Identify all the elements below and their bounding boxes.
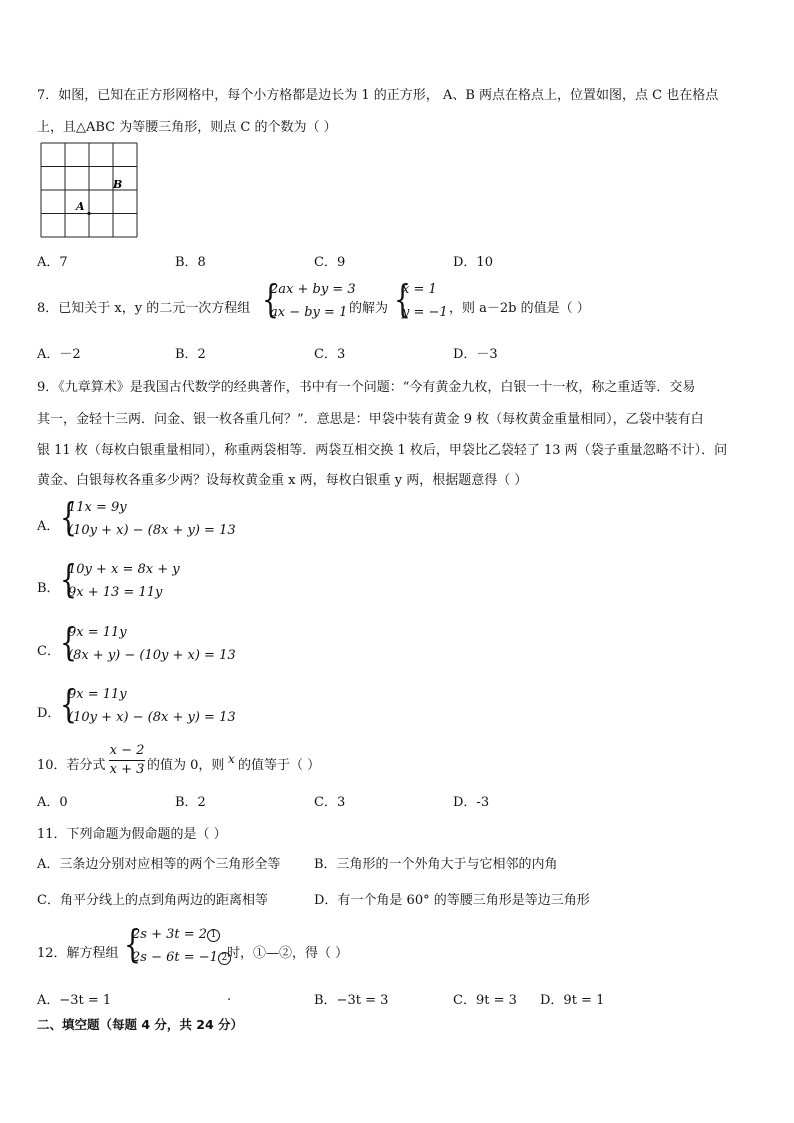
q11-option-c[interactable]: C．角平分线上的点到角两边的距离相等 <box>37 893 268 908</box>
q7-option-c[interactable]: C．9 <box>314 255 346 270</box>
q8-option-c[interactable]: C．3 <box>314 347 346 362</box>
q9-option-c-label[interactable]: C． <box>37 644 60 659</box>
q11-option-d[interactable]: D．有一个角是 60° 的等腰三角形是等边三角形 <box>314 893 590 908</box>
q8-option-b[interactable]: B．2 <box>175 347 206 362</box>
q10-denominator: x + 3 <box>109 762 145 777</box>
q12-option-c[interactable]: C．9t = 3 <box>453 993 517 1008</box>
brace-icon: { <box>60 682 77 726</box>
grid-figure <box>40 142 140 239</box>
brace-icon: { <box>394 277 411 321</box>
q9-line2: 其一，金轻十三两．问金、银一枚各重几何？”．意思是：甲袋中装有黄金 9 枚（每枚黄金重量相同），乙袋中装有白 <box>37 412 704 427</box>
q12-option-b[interactable]: B．−3t = 3 <box>314 993 389 1008</box>
q8-eq1: 2ax + by = 3 <box>270 282 356 297</box>
q9-a-eq2: (10y + x) − (8x + y) = 13 <box>68 523 236 538</box>
circled-two-icon: 2 <box>218 952 231 965</box>
q12-eq2: 2s − 6t = −1 <box>132 950 218 965</box>
q12-option-d[interactable]: D．9t = 1 <box>540 993 605 1008</box>
q7-option-a[interactable]: A．7 <box>37 255 68 270</box>
point-a-label: A <box>76 200 85 213</box>
q9-a-eq1: 11x = 9y <box>68 500 127 515</box>
q8-prefix: 8．已知关于 x，y 的二元一次方程组 <box>37 301 251 316</box>
q12-dot: . <box>227 989 232 1004</box>
q12-option-a[interactable]: A．−3t = 1 <box>37 993 112 1008</box>
point-a-dot <box>87 212 90 215</box>
q12-suffix: 时，①—②，得（ ） <box>227 946 349 961</box>
brace-icon: { <box>262 277 279 321</box>
q7-option-b[interactable]: B．8 <box>175 255 206 270</box>
q8-option-d[interactable]: D．－3 <box>453 347 498 362</box>
q8-sol1: x = 1 <box>402 282 437 297</box>
q10-option-b[interactable]: B．2 <box>175 795 206 810</box>
q7-option-d[interactable]: D．10 <box>453 255 493 270</box>
q10-numerator: x − 2 <box>109 743 145 758</box>
q7-line1: 7．如图，已知在正方形网格中，每个小方格都是边长为 1 的正方形， A、B 两点在格点上，位置如图，点 C 也在格点 <box>37 88 719 103</box>
q9-c-eq1: 9x = 11y <box>68 625 127 640</box>
q10-var: x <box>228 752 235 766</box>
point-b-label: B <box>113 178 123 191</box>
q8-middle: 的解为 <box>349 301 389 316</box>
brace-icon: { <box>124 922 141 966</box>
q8-sol2: y = −1 <box>402 305 448 320</box>
q10-suffix-a: 的值为 0，则 <box>147 758 225 773</box>
q10-option-d[interactable]: D．-3 <box>453 795 490 810</box>
q9-line4: 黄金、白银每枚各重多少两？设每枚黄金重 x 两，每枚白银重 y 两，根据题意得（ ） <box>37 473 528 488</box>
q9-option-d-label[interactable]: D． <box>37 706 61 721</box>
q9-line1: 9．《九章算术》是我国古代数学的经典著作，书中有一个问题：“今有黄金九枚，白银一十一枚，称之重适等．交易 <box>37 380 696 395</box>
brace-icon: { <box>60 557 77 601</box>
q10-suffix-b: 的值等于（ ） <box>238 758 321 773</box>
q9-line3: 银 11 枚（每枚白银重量相同），称重两袋相等．两袋互相交换 1 枚后，甲袋比乙袋轻了 13 两（袋子重量忽略不计）．问 <box>37 443 728 458</box>
section-title: 二、填空题（每题 4 分，共 24 分） <box>37 1017 244 1032</box>
q10-fraction <box>109 743 145 778</box>
q9-c-eq2: (8x + y) − (10y + x) = 13 <box>68 648 236 663</box>
q9-b-eq2: 9x + 13 = 11y <box>68 585 163 600</box>
q11-option-b[interactable]: B．三角形的一个外角大于与它相邻的内角 <box>314 857 558 872</box>
q9-d-eq1: 9x = 11y <box>68 687 127 702</box>
q11-option-a[interactable]: A．三条边分别对应相等的两个三角形全等 <box>37 857 281 872</box>
brace-icon: { <box>60 620 77 664</box>
q12-prefix: 12．解方程组 <box>37 946 119 961</box>
q9-option-b-label[interactable]: B． <box>37 581 60 596</box>
q9-b-eq1: 10y + x = 8x + y <box>68 562 180 577</box>
q8-option-a[interactable]: A．－2 <box>37 347 81 362</box>
circled-one-icon: 1 <box>207 929 220 942</box>
q10-option-a[interactable]: A．0 <box>37 795 68 810</box>
q7-line2: 上，且△ABC 为等腰三角形，则点 C 的个数为（ ） <box>37 120 337 135</box>
q10-prefix: 10．若分式 <box>37 758 106 773</box>
q9-option-a-label[interactable]: A． <box>37 519 60 534</box>
q12-eq1: 2s + 3t = 2 <box>132 927 208 942</box>
fraction-bar <box>109 760 145 761</box>
q10-option-c[interactable]: C．3 <box>314 795 346 810</box>
q9-d-eq2: (10y + x) − (8x + y) = 13 <box>68 710 236 725</box>
q11-stem: 11．下列命题为假命题的是（ ） <box>37 827 227 842</box>
q8-eq2: ax − by = 1 <box>270 305 348 320</box>
brace-icon: { <box>60 495 77 539</box>
q8-suffix: ，则 a－2b 的值是（ ） <box>449 301 590 316</box>
